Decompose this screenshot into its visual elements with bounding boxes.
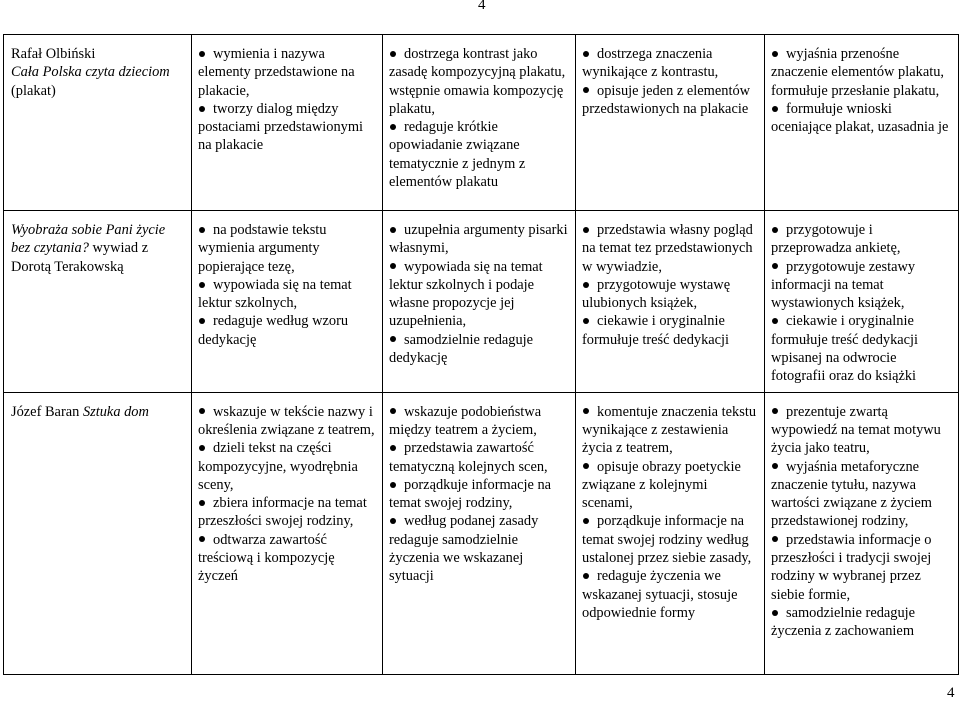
bullet-icon — [199, 51, 205, 57]
bullet-icon — [390, 518, 396, 524]
list-item — [771, 531, 954, 604]
list-item-text: zbiera informacje na temat przeszłości swojej rodziny, — [198, 495, 367, 530]
list-item-text: na podstawie tekstu wymienia argumenty popierające tezę, — [198, 222, 327, 275]
requirements-list — [198, 403, 378, 586]
list-item — [771, 258, 954, 313]
bullet-icon — [390, 124, 396, 130]
list-item-text: redaguje życzenia we wskazanej sytuacji, stosuje odpowiednie formy — [582, 568, 738, 621]
list-item — [389, 403, 571, 440]
list-item — [389, 331, 571, 368]
requirements-cell — [765, 35, 959, 211]
list-item-text: wypowiada się na temat lektur szkolnych i podaje własne propozycje jej uzupełnienia, — [389, 258, 543, 330]
list-item — [582, 45, 760, 82]
list-item-text: prezentuje zwartą wypowiedź na temat motywu życia jako teatru, — [771, 403, 941, 457]
bullet-icon — [583, 318, 589, 324]
list-item-text: wskazuje podobieństwa między teatrem a życiem, — [389, 403, 542, 438]
list-item-text: wymienia i nazywa elementy przedstawione na plakacie, — [198, 46, 355, 99]
list-item-text: uzupełnia argumenty pisarki własnymi, — [389, 222, 568, 257]
list-item — [582, 312, 760, 349]
table-row — [4, 392, 959, 674]
list-item-text: ciekawie i oryginalnie formułuje treść dedykacji wpisanej na odwrocie fotografii oraz do książki — [771, 313, 919, 385]
list-item-text: wypowiada się na temat lektur szkolnych, — [198, 276, 352, 312]
list-item-text: opisuje jeden z elementów przedstawionych na plakacie — [582, 82, 751, 117]
list-item — [582, 567, 760, 622]
table-row — [4, 211, 959, 393]
work-title: Cała Polska czyta dzieciom — [11, 64, 170, 81]
bullet-icon — [583, 408, 589, 414]
requirements-cell — [192, 211, 383, 393]
list-item — [198, 276, 378, 313]
bullet-icon — [583, 573, 589, 579]
list-item-text: przygotowuje wystawę ulubionych książek, — [582, 276, 731, 312]
requirements-list — [198, 221, 378, 349]
bullet-icon — [772, 263, 778, 269]
work-title-cell — [4, 211, 192, 393]
list-item — [198, 531, 378, 586]
requirements-list — [771, 221, 954, 386]
list-item-text: komentuje znaczenia tekstu wynikające z zestawienia życia z teatrem, — [582, 403, 757, 457]
list-item — [582, 458, 760, 513]
list-item — [771, 45, 954, 100]
bullet-icon — [199, 445, 205, 451]
requirements-cell — [192, 392, 383, 674]
list-item — [582, 221, 760, 276]
list-item — [389, 512, 571, 585]
requirements-list — [389, 221, 571, 367]
bullet-icon — [390, 336, 396, 342]
list-item-text: samodzielnie redaguje życzenia z zachowaniem — [771, 604, 916, 640]
work-title: Sztuka dom — [82, 403, 149, 420]
list-item-text: odtwarza zawartość treściową i kompozycję życzeń — [198, 531, 335, 585]
bullet-icon — [583, 463, 589, 469]
requirements-cell — [383, 392, 576, 674]
list-item — [771, 100, 954, 137]
bullet-icon — [772, 51, 778, 57]
list-item — [771, 458, 954, 531]
bullet-icon — [199, 227, 205, 233]
bullet-icon — [772, 536, 778, 542]
list-item-text: redaguje krótkie opowiadanie związane tematycznie z jednym z elementów plakatu — [389, 119, 526, 191]
list-item — [582, 403, 760, 458]
list-item — [771, 221, 954, 258]
list-item-text: tworzy dialog między postaciami przedstawionymi na plakacie — [198, 100, 364, 154]
bullet-icon — [199, 106, 205, 112]
bullet-icon — [199, 500, 205, 506]
list-item — [198, 403, 378, 440]
list-item-text: porządkuje informacje na temat swojej rodziny według ustalonej przez siebie zasady, — [582, 513, 752, 567]
list-item-text: dostrzega znaczenia wynikające z kontrastu, — [582, 46, 719, 81]
list-item — [389, 439, 571, 476]
bullet-icon — [199, 318, 205, 324]
work-title-cell — [4, 392, 192, 674]
bullet-icon — [390, 408, 396, 414]
requirements-list — [582, 403, 760, 623]
bullet-icon — [390, 263, 396, 269]
list-item-text: przygotowuje i przeprowadza ankietę, — [771, 222, 901, 257]
list-item-text: wyjaśnia przenośne znaczenie elementów plakatu, formułuje przesłanie plakatu, — [771, 46, 944, 99]
requirements-list — [198, 45, 378, 155]
list-item-text: ciekawie i oryginalnie formułuje treść dedykacji — [582, 313, 730, 348]
list-item-text: według podanej zasady redaguje samodzielnie życzenia we wskazanej sytuacji — [389, 513, 539, 585]
bullet-icon — [390, 445, 396, 451]
requirements-list — [389, 45, 571, 191]
list-item — [198, 439, 378, 494]
list-item — [198, 45, 378, 100]
list-item-text: opisuje obrazy poetyckie związane z kolejnymi scenami, — [582, 458, 741, 512]
bullet-icon — [390, 51, 396, 57]
requirements-list — [582, 221, 760, 349]
list-item-text: porządkuje informacje na temat swojej rodziny, — [389, 476, 552, 512]
list-item-text: dostrzega kontrast jako zasadę kompozycyjną plakatu, wstępnie omawia kompozycję plakatu, — [389, 46, 566, 117]
list-item — [198, 312, 378, 349]
bullet-icon — [772, 408, 778, 414]
list-item-text: dzieli tekst na części kompozycyjne, wyodrębnia sceny, — [198, 440, 358, 493]
bullet-icon — [772, 610, 778, 616]
bullet-icon — [199, 536, 205, 542]
list-item-text: redaguje według wzoru dedykację — [198, 313, 349, 348]
list-item — [771, 604, 954, 641]
page-number-top: 4 — [478, 0, 486, 13]
list-item-text: formułuje wnioski oceniające plakat, uzasadnia je — [771, 100, 949, 136]
table-body — [4, 35, 959, 675]
bullet-icon — [772, 227, 778, 233]
bullet-icon — [772, 318, 778, 324]
list-item-text: przygotowuje zestawy informacji na temat wystawionych książek, — [771, 258, 916, 312]
bullet-icon — [199, 282, 205, 288]
requirements-cell — [576, 392, 765, 674]
work-subtitle: wywiad z Dorotą Terakowską — [11, 240, 149, 275]
requirements-cell — [765, 211, 959, 393]
work-title-cell — [4, 35, 192, 211]
list-item — [771, 403, 954, 458]
table-row — [4, 35, 959, 211]
list-item — [389, 118, 571, 191]
list-item — [582, 276, 760, 313]
requirements-cell — [576, 35, 765, 211]
requirements-cell — [765, 392, 959, 674]
list-item — [771, 312, 954, 385]
work-author: Józef Baran — [11, 403, 80, 420]
work-author: Rafał Olbiński — [11, 46, 96, 62]
list-item-text: samodzielnie redaguje dedykację — [389, 331, 534, 367]
bullet-icon — [390, 227, 396, 233]
requirements-list — [582, 45, 760, 118]
list-item — [389, 476, 571, 513]
requirements-cell — [576, 211, 765, 393]
bullet-icon — [583, 518, 589, 524]
bullet-icon — [583, 87, 589, 93]
list-item — [198, 494, 378, 531]
bullet-icon — [772, 106, 778, 112]
bullet-icon — [772, 463, 778, 469]
list-item-text: wyjaśnia metaforyczne znaczenie tytułu, nazywa wartości związane z życiem przedstawionej rodziny, — [771, 458, 933, 530]
bullet-icon — [583, 51, 589, 57]
list-item — [389, 45, 571, 118]
list-item — [582, 512, 760, 567]
list-item — [389, 221, 571, 258]
list-item — [389, 258, 571, 331]
requirements-list — [771, 45, 954, 136]
list-item-text: przedstawia zawartość tematyczną kolejnych scen, — [389, 440, 548, 475]
list-item — [582, 82, 760, 119]
bullet-icon — [583, 282, 589, 288]
bullet-icon — [199, 408, 205, 414]
list-item — [198, 100, 378, 155]
list-item-text: wskazuje w tekście nazwy i określenia związane z teatrem, — [198, 403, 375, 438]
requirements-table — [3, 34, 959, 675]
bullet-icon — [583, 227, 589, 233]
list-item — [198, 221, 378, 276]
work-subtitle: (plakat) — [11, 82, 56, 99]
page-number-bottom: 4 — [947, 685, 955, 701]
requirements-cell — [192, 35, 383, 211]
list-item-text: przedstawia informacje o przeszłości i tradycji swojej rodziny w wybranej przez siebie formie, — [771, 531, 932, 603]
bullet-icon — [390, 482, 396, 488]
requirements-cell — [383, 211, 576, 393]
list-item-text: przedstawia własny pogląd na temat tez przedstawionych w wywiadzie, — [582, 222, 753, 275]
requirements-list — [389, 403, 571, 586]
work-title: Wyobraża sobie Pani życie bez czytania? — [11, 222, 166, 257]
requirements-list — [771, 403, 954, 641]
requirements-cell — [383, 35, 576, 211]
